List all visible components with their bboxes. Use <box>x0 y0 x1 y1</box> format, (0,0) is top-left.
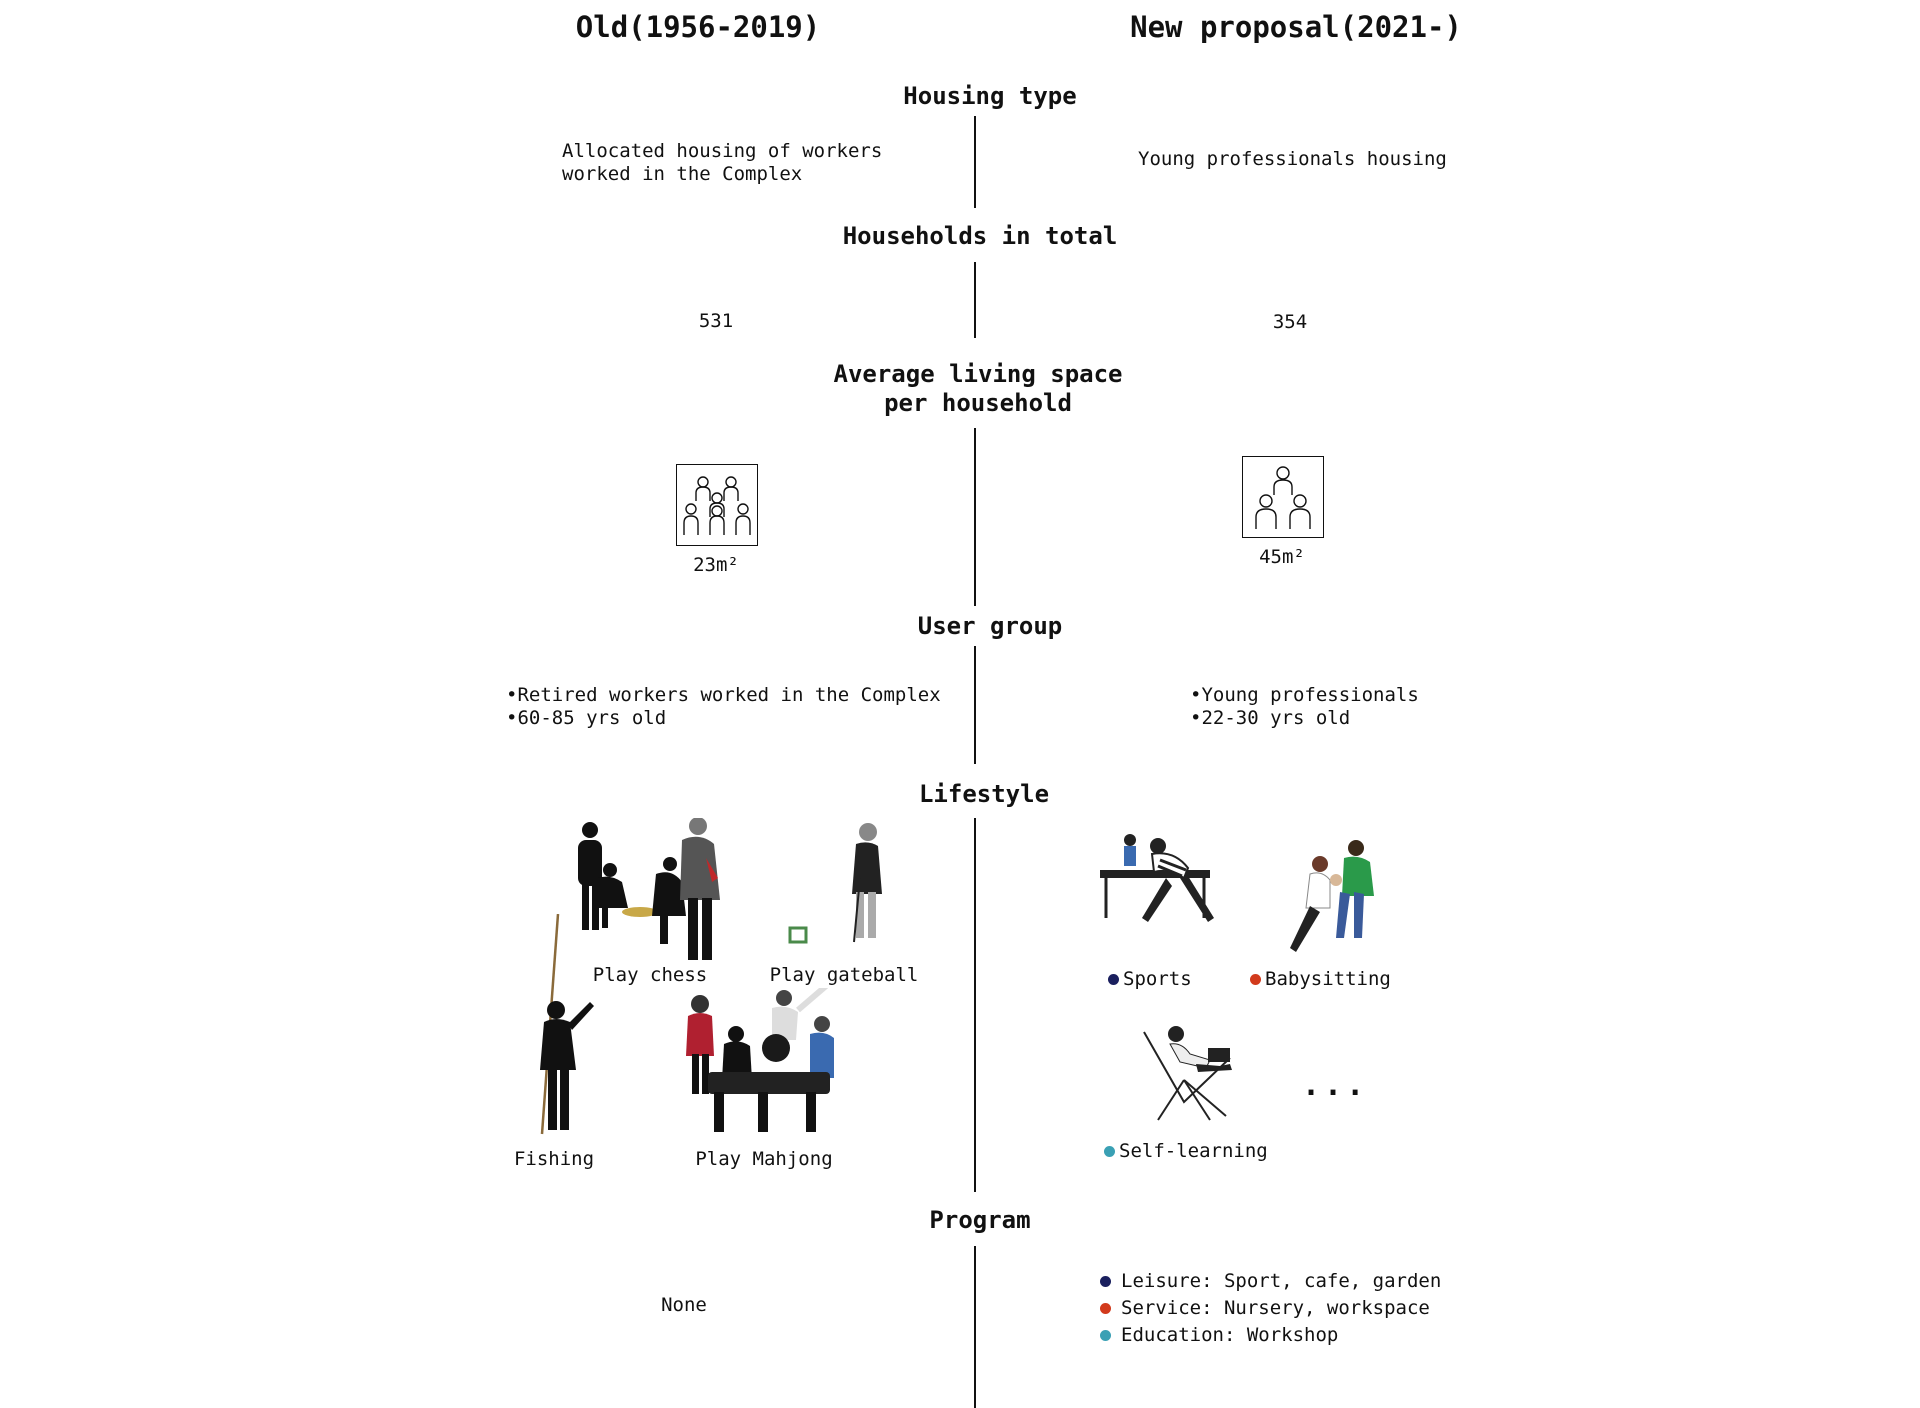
program-item-leisure <box>1100 1268 1441 1295</box>
program-new-list <box>1100 1268 1441 1349</box>
divider-lifestyle <box>974 818 976 1192</box>
households-new: 354 <box>1272 311 1308 333</box>
divider-user-group <box>974 646 976 764</box>
sports-label: Sports <box>1123 968 1192 990</box>
education-label: Education: Workshop <box>1121 1324 1339 1346</box>
living-space-old: 23m² <box>693 554 739 576</box>
program-old: None <box>661 1294 707 1316</box>
program-item-service <box>1100 1295 1441 1322</box>
program-heading: Program <box>929 1206 1031 1234</box>
service-dot <box>1100 1303 1111 1314</box>
gateball-player-image <box>780 818 900 948</box>
old-column-title: Old(1956-2019) <box>575 10 821 44</box>
activity-play-mahjong: Play Mahjong <box>695 1148 833 1170</box>
housing-type-new: Young professionals housing <box>1138 148 1447 170</box>
education-dot <box>1100 1330 1111 1341</box>
housing-type-heading: Housing type <box>903 82 1077 110</box>
households-old: 531 <box>698 310 734 332</box>
housing-type-old: Allocated housing of workers worked in the Complex <box>562 140 883 185</box>
new-column-title: New proposal(2021-) <box>1130 10 1462 44</box>
mahjong-players-image <box>680 988 856 1136</box>
self-learning-image <box>1140 1020 1252 1124</box>
activity-sports <box>1108 968 1192 990</box>
user-group-new: •Young professionals •22-30 yrs old <box>1190 684 1419 729</box>
fishing-person-image <box>520 914 610 1138</box>
family-of-six-icon <box>676 464 758 546</box>
activity-self-learning <box>1104 1140 1268 1162</box>
babysitting-label: Babysitting <box>1265 968 1391 990</box>
table-tennis-image <box>1100 832 1224 954</box>
activity-fishing: Fishing <box>513 1148 595 1170</box>
program-item-education <box>1100 1322 1441 1349</box>
more-activities-ellipsis: ... <box>1302 1068 1369 1103</box>
self-learning-dot <box>1104 1146 1115 1157</box>
divider-housing-type <box>974 116 976 208</box>
divider-program <box>974 1246 976 1408</box>
leisure-label: Leisure: Sport, cafe, garden <box>1121 1270 1442 1292</box>
activity-babysitting <box>1250 968 1391 990</box>
activity-play-chess: Play chess <box>592 964 708 986</box>
babysitting-image <box>1280 836 1392 958</box>
family-of-three-icon <box>1242 456 1324 538</box>
divider-living-space <box>974 428 976 606</box>
lifestyle-heading: Lifestyle <box>918 780 1050 808</box>
user-group-heading: User group <box>917 612 1063 640</box>
babysitting-dot <box>1250 974 1261 985</box>
households-heading: Households in total <box>842 222 1118 250</box>
leisure-dot <box>1100 1276 1111 1287</box>
living-space-new: 45m² <box>1259 546 1305 568</box>
living-space-heading: Average living space per household <box>833 360 1123 417</box>
activity-play-gateball: Play gateball <box>769 964 919 986</box>
service-label: Service: Nursery, workspace <box>1121 1297 1430 1319</box>
user-group-old: •Retired workers worked in the Complex •60-85 yrs old <box>506 684 941 729</box>
self-learning-label: Self-learning <box>1119 1140 1268 1162</box>
sports-dot <box>1108 974 1119 985</box>
divider-households <box>974 262 976 338</box>
